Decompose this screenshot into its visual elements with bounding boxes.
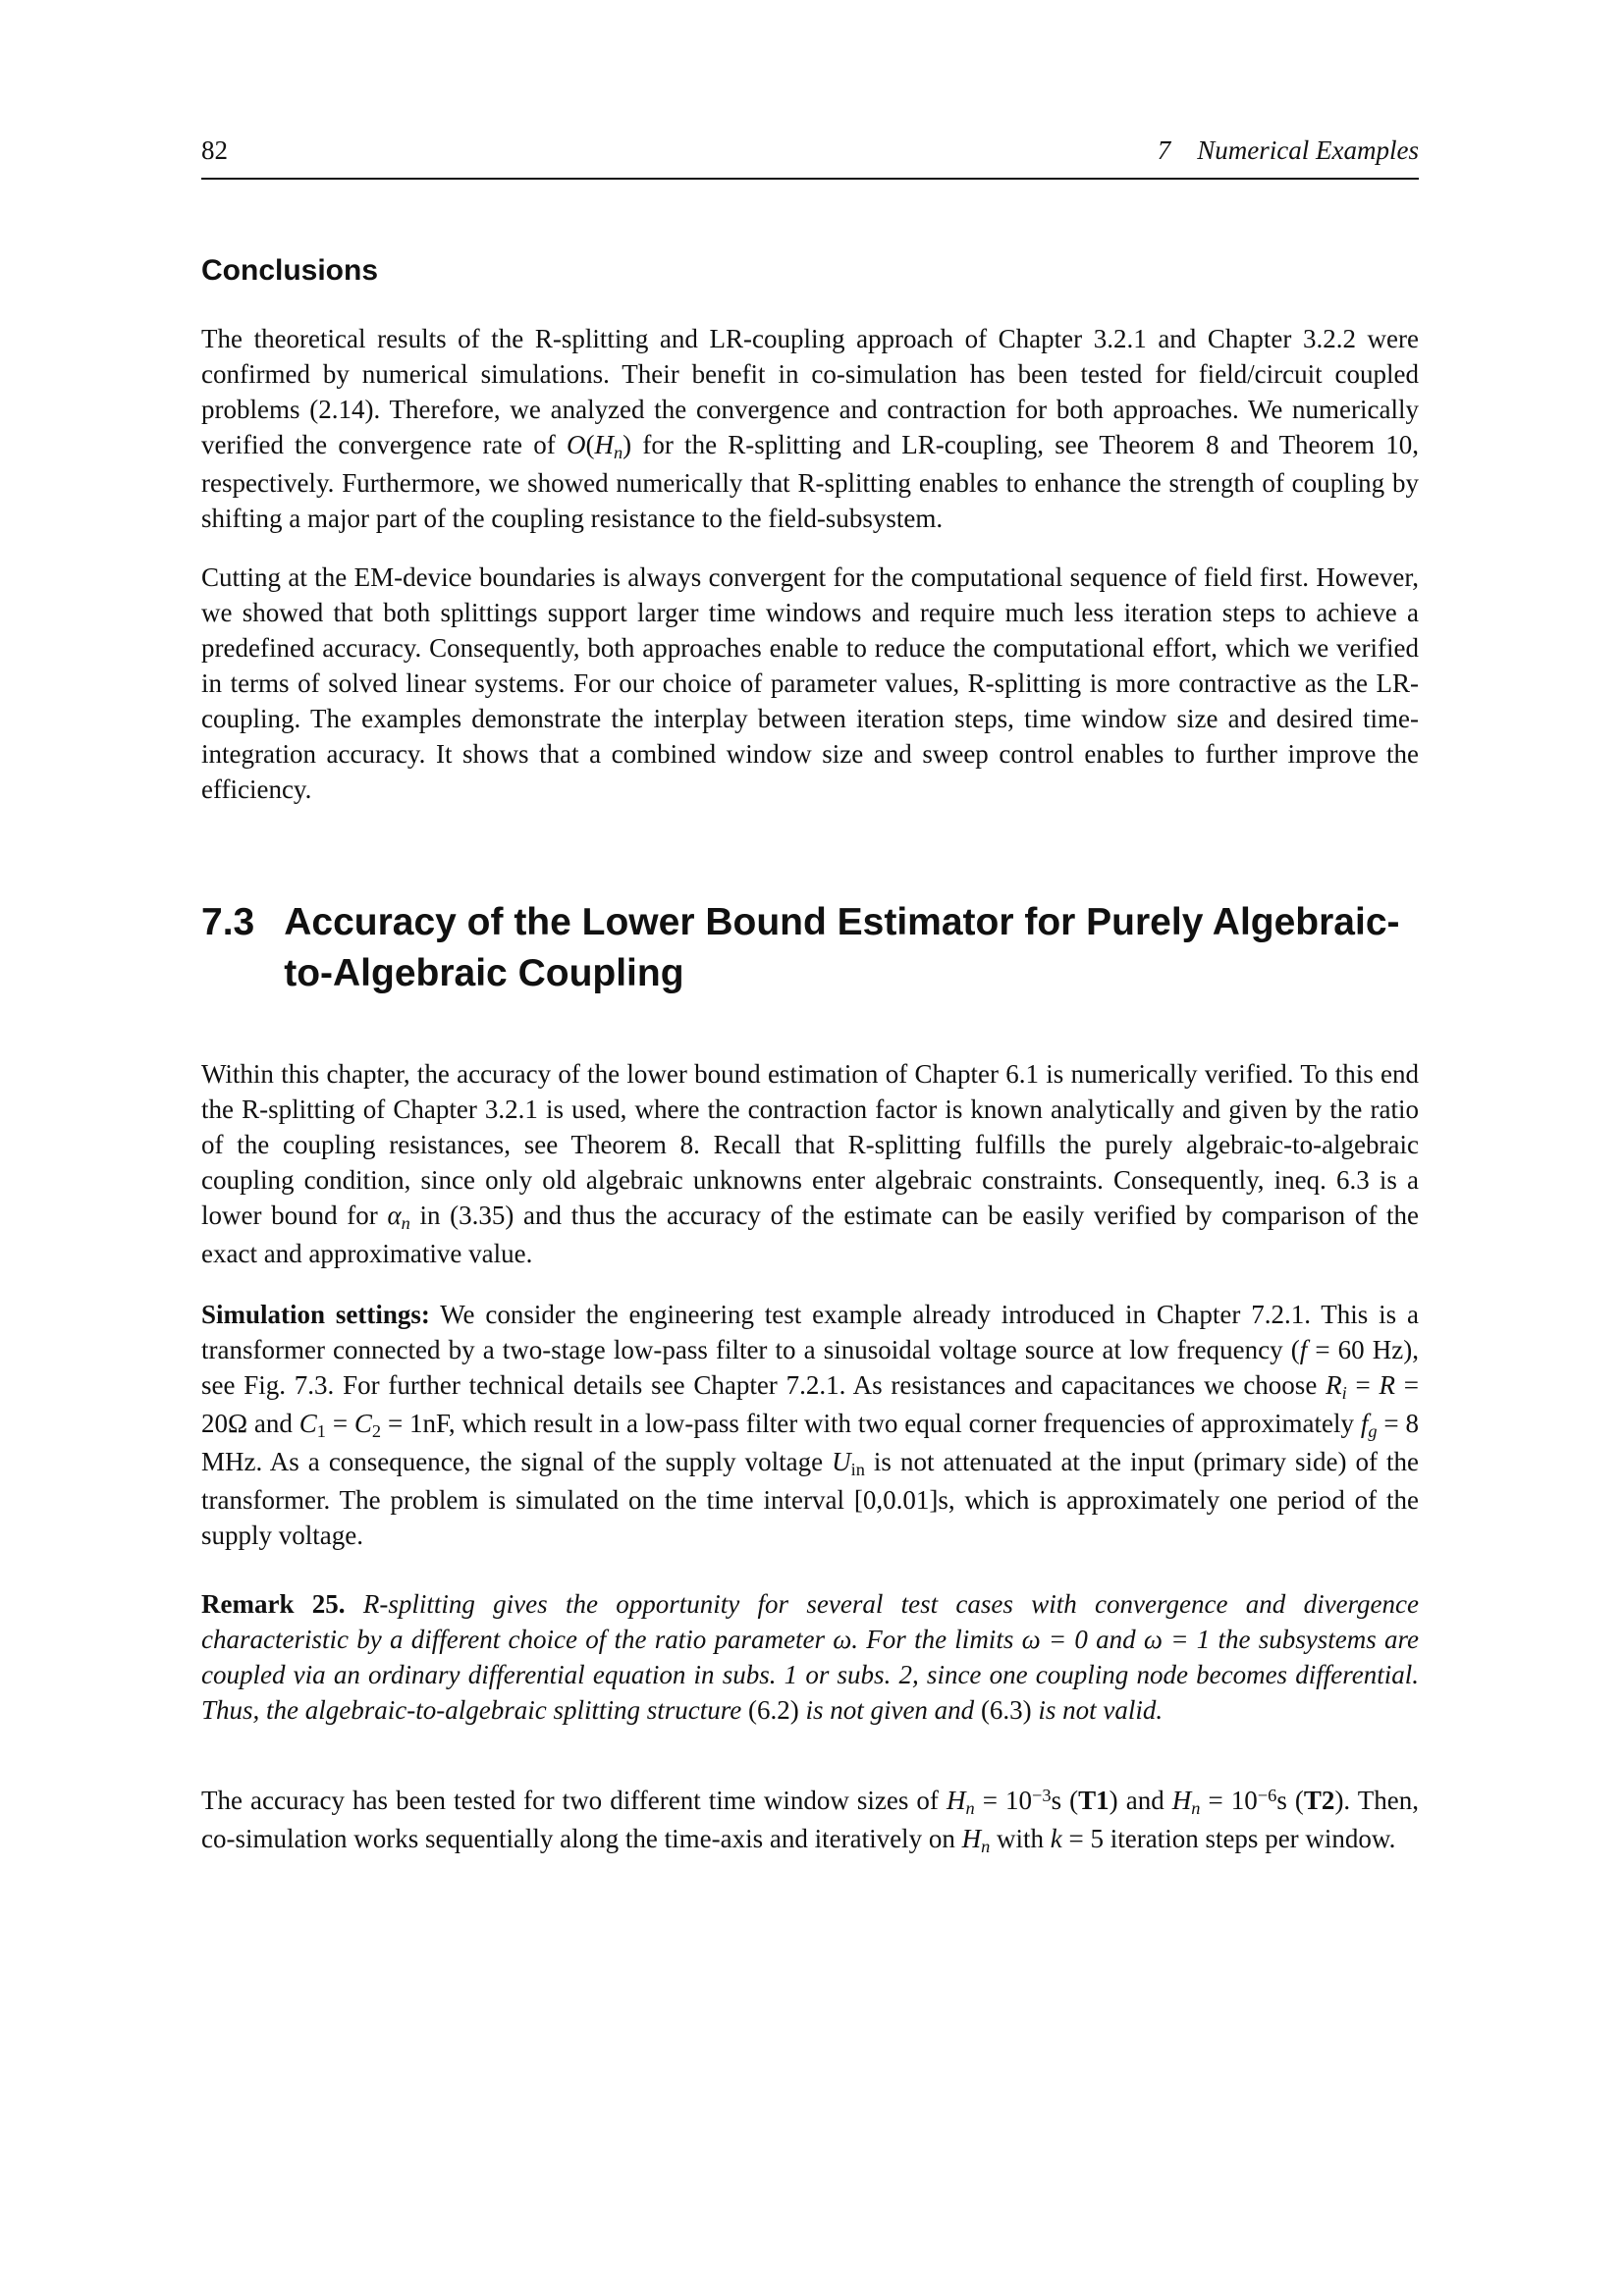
section-title: Accuracy of the Lower Bound Estimator for Purely Algebraic-to-Algebraic Coupling (284, 901, 1400, 994)
conclusions-heading: Conclusions (201, 254, 379, 287)
section-7-3-paragraph-final: The accuracy has been tested for two different time window sizes of $Hn = 10^{-3}s$ (T1) and $Hn = 10^{-6}s$ (T2). Then, co-simulation works sequentially along the time-axis and iteratively on Hn with k = 5 iteration steps per window. (201, 1785, 1419, 1857)
section-7-3-heading (201, 897, 1419, 999)
conclusions-paragraph-1: The theoretical results of the R-splitting and LR-coupling approach of Chapter 3.2.1 and Chapter 3.2.2 were confirmed by numerical simulations. Their benefit in co-simulation has been tested for field/circuit coupled problems (2.14). Therefore, we analyzed the convergence and contraction for both approaches. We numerically verified the convergence rate of O(Hn) for the R-splitting and LR-coupling, see Theorem 8 and Theorem 10, respectively. Furthermore, we showed numerically that R-splitting enables to enhance the strength of coupling by shifting a major part of the coupling resistance to the field-subsystem. (201, 324, 1419, 533)
remark-25-paragraph: Remark 25. R-splitting gives the opportunity for several test cases with convergence and divergence characteristic by a different choice of the ratio parameter ω. For the limits ω = 0 and ω = 1 the subsystems are coupled via an ordinary differential equation in subs. 1 or subs. 2, since one coupling node becomes differential. Thus, the algebraic-to-algebraic splitting structure (6.2) is not given and (6.3) is not valid. (201, 1589, 1419, 1725)
page-number: 82 (201, 135, 228, 165)
text-block (201, 135, 1419, 1859)
running-title: 7 Numerical Examples (1157, 135, 1419, 165)
section-number: 7.3 (201, 901, 255, 943)
simulation-settings-paragraph: Simulation settings: We consider the engineering test example already introduced in Chapter 7.2.1. This is a transformer connected by a two-stage low-pass filter to a sinusoidal voltage source at low frequency (f = 60 Hz), see Fig. 7.3. For further technical details see Chapter 7.2.1. As resistances and capacitances we choose Ri = R = 20Ω and C1 = C2 = 1nF, which result in a low-pass filter with two equal corner frequencies of approximately fg = 8 MHz. As a consequence, the signal of the supply voltage Uin is not attenuated at the input (primary side) of the transformer. The problem is simulated on the time interval [0,0.01]s, which is approximately one period of the supply voltage. (201, 1300, 1420, 1550)
conclusions-paragraph-2: Cutting at the EM-device boundaries is always convergent for the computational sequence of field first. However, we showed that both splittings support larger time windows and require much less iteration steps to achieve a predefined accuracy. Consequently, both approaches enable to reduce the computational effort, which we verified in terms of solved linear systems. For our choice of parameter values, R-splitting is more contractive as the LR-coupling. The examples demonstrate the interplay between iteration steps, time window size and desired time-integration accuracy. It shows that a combined window size and sweep control enables to further improve the efficiency. (201, 562, 1419, 804)
section-7-3-paragraph-1: Within this chapter, the accuracy of the lower bound estimation of Chapter 6.1 is numerically verified. To this end the R-splitting of Chapter 3.2.1 is used, where the contraction factor is known analytically and given by the ratio of the coupling resistances, see Theorem 8. Recall that R-splitting fulfills the purely algebraic-to-algebraic coupling condition, since only old algebraic unknowns enter algebraic constraints. Consequently, ineq. 6.3 is a lower bound for αn in (3.35) and thus the accuracy of the estimate can be easily verified by comparison of the exact and approximative value. (201, 1059, 1419, 1268)
running-head (201, 135, 1419, 180)
